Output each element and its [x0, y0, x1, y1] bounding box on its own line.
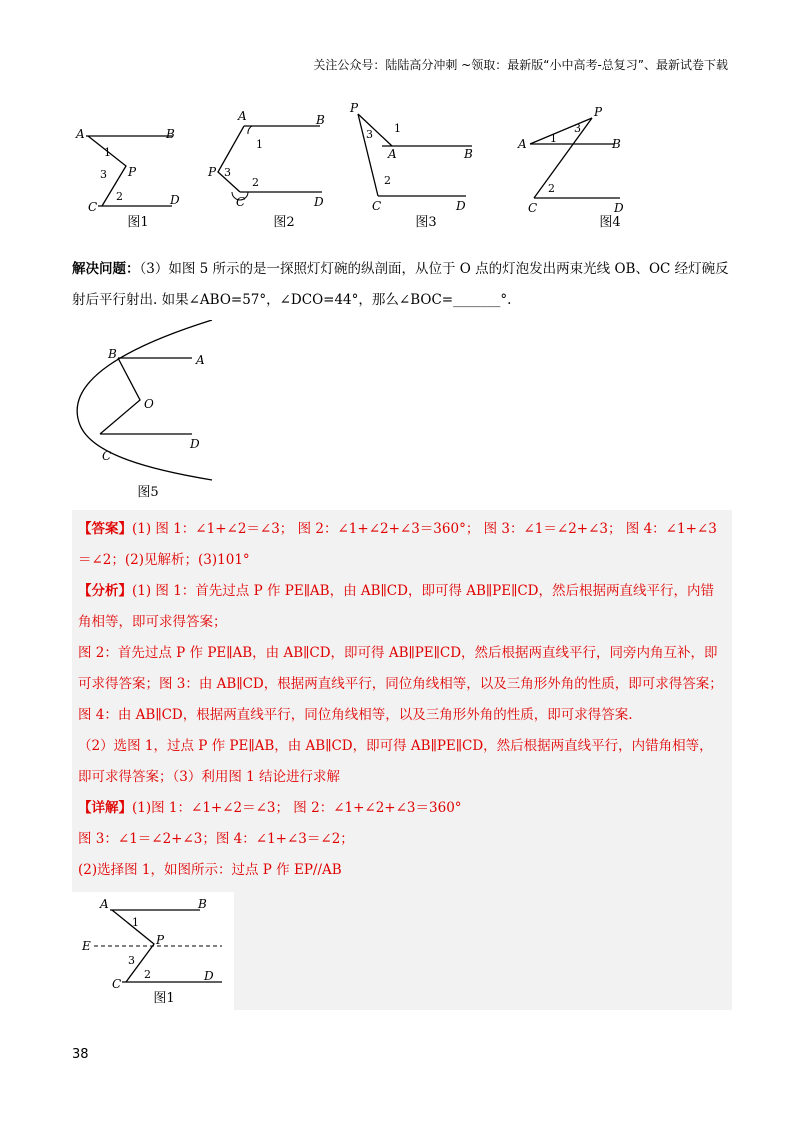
figure-4: [510, 96, 660, 236]
angle-1: 1: [394, 122, 401, 135]
point-D: D: [204, 969, 214, 983]
problem-body: （3）如图 5 所示的是一探照灯灯碗的纵剖面，从位于 O 点的灯泡发出两束光线 OB、OC 经灯碗反射后平行射出. 如果∠ABO=57°，∠DCO=44°，那么∠BOC=_______°.: [72, 261, 729, 308]
figure-3-label: 图3: [415, 215, 437, 230]
point-B: B: [612, 137, 621, 151]
problem-tag: 解决问题：: [72, 261, 140, 277]
point-P: P: [156, 933, 165, 947]
answer-line-1: (1) 图 1：∠1+∠2＝∠3； 图 2：∠1+∠2+∠3＝360°； 图 3：∠1＝∠2+∠3； 图 4：∠1+∠3: [132, 521, 717, 537]
page-number: 38: [72, 1047, 89, 1062]
angle-3: 3: [128, 954, 135, 967]
figures-row: [72, 96, 732, 236]
point-C: C: [528, 201, 538, 215]
point-B: B: [316, 113, 325, 127]
point-B: B: [464, 147, 473, 161]
point-D: D: [170, 193, 180, 207]
angle-1: 1: [132, 916, 139, 929]
angle-2: 2: [548, 182, 555, 195]
point-C: C: [88, 200, 98, 214]
point-O: O: [144, 397, 154, 411]
point-D: D: [314, 195, 324, 209]
point-C: C: [112, 977, 122, 991]
detail-1: (1)图 1：∠1+∠2＝∠3； 图 2：∠1+∠2+∠3＝360°: [132, 800, 462, 816]
detail-2: 图 3：∠1＝∠2+∠3；图 4：∠1+∠3＝∠2；: [78, 831, 354, 847]
point-P: P: [128, 165, 137, 179]
detail-3: (2)选择图 1，如图所示：过点 P 作 EP//AB: [78, 862, 342, 878]
angle-2: 2: [144, 968, 151, 981]
point-A: A: [388, 147, 397, 161]
point-A: A: [518, 137, 527, 151]
analysis-1: (1) 图 1：首先过点 P 作 PE∥AB，由 AB∥CD，即可得 AB∥PE∥CD，然后根据两直线平行，内错角相等，即可求得答案；: [78, 583, 714, 630]
point-P: P: [350, 101, 359, 115]
point-A: A: [76, 127, 85, 141]
point-B: B: [198, 897, 207, 911]
analysis-tag: 【分析】: [78, 583, 132, 599]
figure-1: [72, 96, 202, 236]
figure-3: [342, 96, 482, 236]
point-P: P: [208, 165, 217, 179]
analysis-2: 图 2：首先过点 P 作 PE∥AB，由 AB∥CD，即可得 AB∥PE∥CD，然后根据两直线平行，同旁内角互补，即可求得答案；图 3：由 AB∥CD，根据两直线平行，同位角线相等，以及三角形外角的性质，即可求得答案；图 4：由 AB∥CD，根据两直线平行，同位角线相等，以及三角形外角的性质，即可求得答案.: [78, 645, 723, 723]
angle-3: 3: [224, 166, 231, 179]
answer-tag: 【答案】: [78, 521, 132, 537]
point-C: C: [102, 449, 112, 463]
answer-section: [72, 510, 732, 1010]
point-E: E: [82, 939, 91, 953]
answer-line-2: ＝∠2；(2)见解析；(3)101°: [78, 552, 250, 568]
point-B: B: [166, 127, 175, 141]
point-D: D: [614, 201, 624, 215]
angle-1: 1: [256, 138, 263, 151]
figure-2-label: 图2: [273, 215, 295, 230]
point-C: C: [236, 195, 246, 209]
figure-2: [200, 96, 330, 236]
point-D: D: [456, 199, 466, 213]
angle-3: 3: [100, 168, 107, 181]
angle-3: 3: [574, 122, 581, 135]
angle-3: 3: [366, 128, 373, 141]
point-A: A: [100, 897, 109, 911]
point-C: C: [372, 199, 382, 213]
angle-1: 1: [104, 146, 111, 159]
point-D: D: [190, 437, 200, 451]
angle-1: 1: [550, 132, 557, 145]
figure-1-label: 图1: [127, 215, 149, 230]
angle-2: 2: [116, 190, 123, 203]
figure-5-label: 图5: [137, 485, 159, 500]
problem-text: [72, 254, 732, 316]
figure-1-label: 图1: [153, 991, 175, 1006]
point-P: P: [594, 105, 603, 119]
point-B: B: [108, 347, 117, 361]
analysis-3: （2）选图 1，过点 P 作 PE∥AB，由 AB∥CD，即可得 AB∥PE∥CD，然后根据两直线平行，内错角相等，即可求得答案；（3）利用图 1 结论进行求解: [78, 738, 713, 785]
point-A: A: [238, 109, 247, 123]
figure-4-label: 图4: [599, 215, 621, 230]
page-header: 关注公众号：陆陆高分冲刺 ~领取：最新版“小中高考-总复习”、最新试卷下载: [313, 58, 728, 72]
figure-1-with-auxiliary-line: [72, 892, 234, 1010]
angle-2: 2: [252, 176, 259, 189]
detail-tag: 【详解】: [78, 800, 132, 816]
point-A: A: [196, 353, 205, 367]
figure-5: [72, 320, 232, 500]
angle-2: 2: [384, 174, 391, 187]
